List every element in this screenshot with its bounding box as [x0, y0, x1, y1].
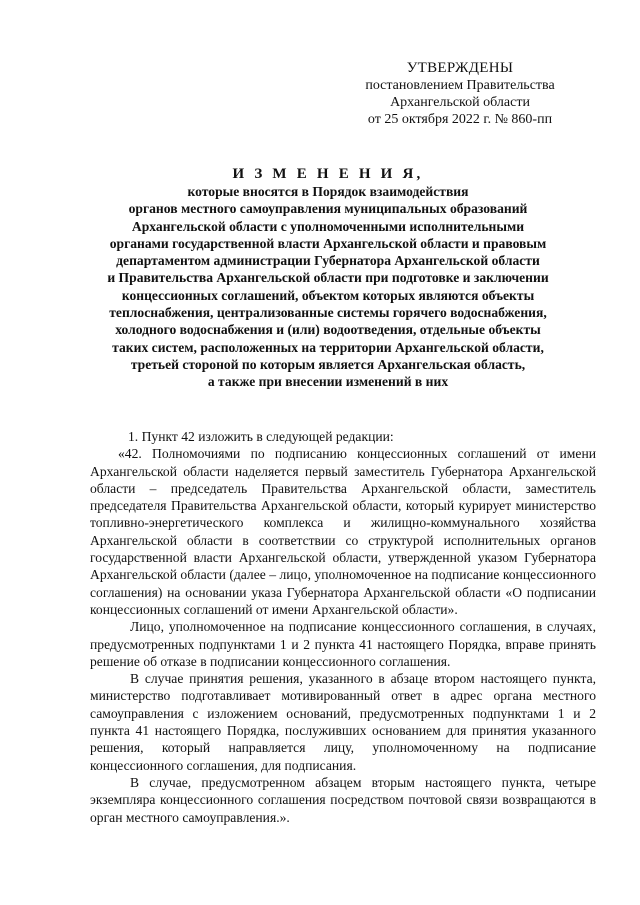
paragraph-2: Лицо, уполномоченное на подписание концессионного соглашения, в случаях, предусмотренных подпунктами 1 и 2 пункта 41 настоящего Порядка, вправе принять решение об отказе в подписании концессионного соглашения.: [90, 619, 596, 669]
approval-title: УТВЕРЖДЕНЫ: [406, 60, 514, 76]
heading-line: органами государственной власти Архангельской области и правовым: [109, 235, 547, 251]
approval-line-3: от 25 октября 2022 г. № 860-пп: [367, 112, 553, 127]
document-title: И З М Е Н Е Н И Я,: [232, 166, 424, 182]
heading-line: третьей стороной по которым является Архангельская область,: [130, 356, 526, 372]
heading-line: концессионных соглашений, объектом которых являются объекты: [121, 287, 535, 303]
heading-line: департаментом администрации Губернатора Архангельской области: [116, 253, 540, 269]
approval-stamp: [360, 60, 560, 128]
heading-line: теплоснабжения, централизованные системы горячего водоснабжения,: [109, 305, 547, 321]
heading-line: Архангельской области с уполномоченными исполнительными: [131, 218, 525, 234]
heading-line: холодного водоснабжения и (или) водоотведения, отдельные объекты: [115, 322, 541, 338]
heading-line: таких систем, расположенных на территории Архангельской области,: [112, 339, 544, 355]
approval-line-2: Архангельской области: [390, 95, 530, 110]
paragraph-42: «42. Полномочиями по подписанию концессионных соглашений от имени Архангельской области наделяется первый заместитель Губернатора Архангельской области – председатель Правительства Архангельской области, заместитель председателя Правительства Архангельской области, который курирует министерство топливно-энергетического комплекса и жилищно-коммунального хозяйства Архангельской области в соответствии со структурой исполнительных органов государственной власти Архангельской области, утвержденной указом Губернатора Архангельской области (далее – лицо, уполномоченное на подписание концессионного соглашения) на основании указа Губернатора Архангельской области «О подписании концессионных соглашений от имени Архангельской области».: [90, 446, 596, 617]
approval-line-1: постановлением Правительства: [365, 78, 555, 93]
amendment-item-1: 1. Пункт 42 изложить в следующей редакции:: [128, 429, 394, 444]
heading-line: которые вносятся в Порядок взаимодействия: [187, 184, 469, 199]
heading-line: органов местного самоуправления муниципальных образований: [128, 201, 528, 217]
paragraph-3: В случае принятия решения, указанного в абзаце втором настоящего пункта, министерство подготавливает мотивированный ответ в адрес органа местного самоуправления с изложением оснований, предусмотренных подпунктами 1 и 2 пункта 41 настоящего Порядка, послуживших основанием для принятия указанного решения, который направляется лицу, уполномоченному на подписание концессионного соглашения, для подписания.: [90, 671, 596, 773]
document-heading: [80, 165, 576, 391]
document-body: [90, 428, 596, 826]
heading-line: а также при внесении изменений в них: [207, 374, 449, 390]
heading-line: и Правительства Архангельской области при подготовке и заключении: [107, 270, 549, 286]
paragraph-4: В случае, предусмотренном абзацем вторым настоящего пункта, четыре экземпляра концессионного соглашения посредством почтовой связи возвращаются в орган местного самоуправления.».: [90, 774, 596, 825]
